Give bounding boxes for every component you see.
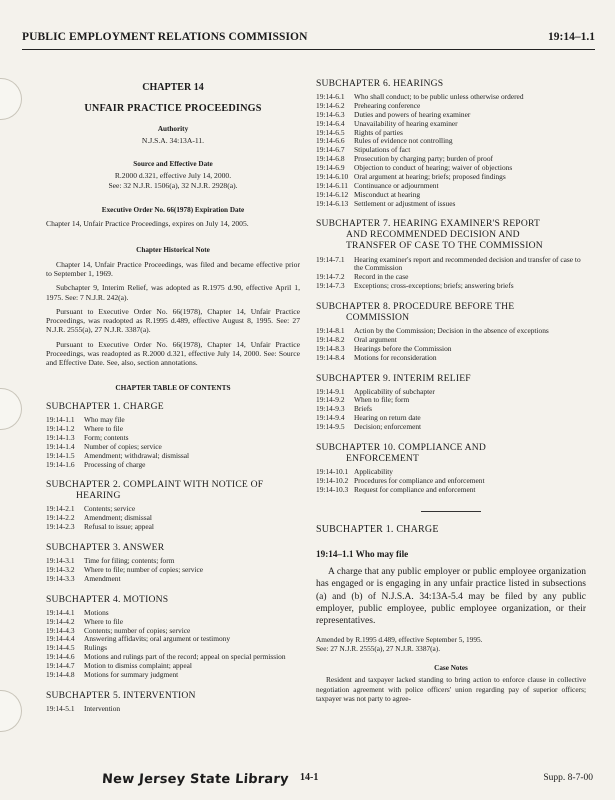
toc-entry-number: 19:14-4.7 [46,661,75,671]
toc-entry-title: Contents; number of copies; service [84,625,191,635]
toc-entry-title: Briefs [354,404,373,414]
toc-entry-number: 19:14-1.1 [46,415,75,425]
toc-entry-title: Intervention [84,703,121,713]
toc-entry-title: Continuance or adjournment [354,180,439,190]
toc-entry-number: 19:14-6.8 [316,154,345,164]
toc-entry-number: 19:14-6.13 [316,198,349,208]
toc-subchapter-6-list [316,93,586,208]
left-column [46,58,300,714]
toc-entry-title: Oral argument [354,334,397,344]
toc-entry-number: 19:14-1.5 [46,450,75,460]
toc-subchapter-8-title [316,301,586,323]
toc-entry-number: 19:14-9.5 [316,422,345,432]
exec-order-text: Chapter 14, Unfair Practice Proceedings, expires on July 14, 2005. [46,218,249,228]
toc-entry-number: 19:14-9.4 [316,413,345,423]
toc-entry-title: Record in the case [354,272,409,282]
toc-subchapter-3-title: SUBCHAPTER 3. ANSWER [46,542,165,554]
toc-entry [46,575,300,584]
toc-entry-title: Decision; enforcement [354,422,422,432]
toc-subchapter-6-title: SUBCHAPTER 6. HEARINGS [316,78,444,89]
toc-entry-title: Objection to conduct of hearing; waiver of objections [354,163,513,173]
case-notes-text: Resident and taxpayer lacked standing to bring action to enforce clause in collective negotiation agreement with police officers' union regarding pay of superior officers; taxpayer was not party to agree- [316,675,586,703]
amendment-note [316,636,586,654]
header-agency: PUBLIC EMPLOYMENT RELATIONS COMMISSION [22,31,308,43]
toc-entry-title: Action by the Commission; Decision in the absence of exceptions [354,326,549,336]
toc-entry-title: Time for filing; contents; form [84,556,175,566]
toc-entry-title: Motions for summary judgment [84,669,179,679]
toc-subchapter-10-title [316,442,586,464]
toc-entry-number: 19:14-4.1 [46,607,75,617]
toc-entry-number: 19:14-4.4 [46,634,75,644]
supplement-date: Supp. 8-7-00 [543,773,593,783]
toc-entry-title: Who shall conduct; to be public unless otherwise ordered [354,92,524,102]
toc-entry-title: Misconduct at hearing [354,189,421,199]
toc-entry-title: Prosecution by charging party; burden of proof [354,154,494,164]
toc-entry-number: 19:14-7.1 [316,254,345,264]
chapter-title: UNFAIR PRACTICE PROCEEDINGS [84,103,262,115]
toc-entry-number: 19:14-5.1 [46,703,75,713]
toc-entry-number: 19:14-6.3 [316,109,345,119]
section-divider [421,511,481,512]
historical-note-p1: Chapter 14, Unfair Practice Proceedings, was filed and became effective prior to September 1, 1969. [46,259,300,278]
toc-entry-title: Amendment [84,573,121,583]
toc-subchapter-10-list [316,468,586,495]
section-body-text: A charge that any public employer or public employee organization has engaged or is engaging in any unfair practice listed in subsections (a) and (b) of N.J.S.A. 34:13A-5.4 may be filed by any public employer, public employee, public employee organization, or their representatives. [316,567,586,627]
page-footer [0,770,615,792]
toc-entry-number: 19:14-7.2 [316,272,345,282]
toc-heading: CHAPTER TABLE OF CONTENTS [115,383,231,393]
toc-entry-number: 19:14-6.12 [316,189,349,199]
toc-entry [316,200,586,209]
toc-entry-number: 19:14-8.4 [316,352,345,362]
toc-entry-title: Refusal to issue; appeal [84,522,154,532]
toc-subchapter-2-title [46,479,300,501]
toc-entry-number: 19:14-1.2 [46,424,75,434]
binder-hole-bottom [0,690,22,732]
toc-entry-title: Answering affidavits; oral argument or testimony [84,634,231,644]
toc-entry [316,256,586,274]
toc-entry-title: Unavailability of hearing examiner [354,118,458,128]
right-column [316,78,586,703]
toc-subchapter-2-title-line1: SUBCHAPTER 2. COMPLAINT WITH NOTICE OF [46,479,264,491]
toc-entry-title: Hearing on return date [354,413,421,423]
toc-subchapter-2-title-line2: HEARING [76,490,121,502]
toc-subchapter-9-list [316,388,586,432]
toc-entry-title: Rulings [84,643,107,653]
amendment-line-1: Amended by R.1995 d.489, effective September 5, 1995. [316,634,483,644]
toc-entry-title: Where to file; number of copies; service [84,565,204,575]
toc-entry-number: 19:14-9.1 [316,386,345,396]
source-line-2: See: 32 N.J.R. 1506(a), 32 N.J.R. 2928(a). [108,180,238,190]
toc-entry-number: 19:14-6.7 [316,145,345,155]
toc-subchapter-8-title-line1: SUBCHAPTER 8. PROCEDURE BEFORE THE [316,301,515,312]
authority-text: N.J.S.A. 34:13A-11. [141,136,205,146]
toc-subchapter-2-list [46,505,300,532]
toc-entry-title: Motions for reconsideration [354,352,437,362]
toc-entry-number: 19:14-1.6 [46,459,75,469]
authority-heading: Authority [157,124,189,133]
toc-entry-title: Motions [84,607,109,617]
toc-entry-number: 19:14-6.11 [316,180,348,190]
case-notes-heading: Case Notes [434,663,468,672]
toc-entry-title: Stipulations of fact [354,145,411,155]
toc-entry-number: 19:14-4.6 [46,652,75,662]
toc-entry-number: 19:14-6.1 [316,92,345,102]
toc-entry-number: 19:14-4.3 [46,625,75,635]
toc-entry [46,705,300,714]
toc-entry-title: Contents; service [84,504,136,514]
toc-entry-title: Amendment; withdrawal; dismissal [84,450,190,460]
toc-entry-number: 19:14-6.4 [316,118,345,128]
toc-subchapter-5-list [46,705,300,714]
toc-entry [316,282,586,291]
toc-entry-number: 19:14-8.1 [316,326,345,336]
historical-note-p2: Subchapter 9, Interim Relief, was adopted as R.1975 d.90, effective April 1, 1975. See: 7 N.J.R. 242(a). [46,283,300,302]
toc-subchapter-10-title-line2: ENFORCEMENT [346,453,420,464]
toc-subchapter-8-list [316,327,586,363]
toc-entry-number: 19:14-6.2 [316,100,345,110]
toc-entry-title: Form; contents [84,432,129,442]
toc-entry-title: Settlement or adjustment of issues [354,198,456,208]
toc-entry-number: 19:14-6.5 [316,127,345,137]
toc-entry-number: 19:14-3.3 [46,573,75,583]
toc-entry-number: 19:14-2.3 [46,522,75,532]
toc-subchapter-10-title-line1: SUBCHAPTER 10. COMPLIANCE AND [316,441,486,453]
amendment-line-2: See: 27 N.J.R. 2555(a), 27 N.J.R. 3387(a). [316,643,441,653]
toc-entry [46,523,300,532]
toc-entry-title: Rights of parties [354,127,403,137]
section-heading: 19:14–1.1 Who may file [316,548,409,559]
toc-subchapter-4-list [46,609,300,680]
toc-entry-title: Oral argument at hearing; briefs; proposed findings [354,171,506,181]
toc-entry [316,486,586,495]
toc-entry-number: 19:14-3.1 [46,556,75,566]
running-header [22,28,595,50]
page-number: 14-1 [300,772,319,783]
toc-entry-title: Amendment; dismissal [84,513,152,523]
toc-subchapter-7-title-line2: AND RECOMMENDED DECISION AND [346,229,520,241]
library-stamp: New Jersey State Library [101,772,290,787]
toc-entry-number: 19:14-2.2 [46,513,75,523]
header-section-number: 19:14–1.1 [548,31,595,43]
toc-subchapter-4-title: SUBCHAPTER 4. MOTIONS [46,593,169,605]
toc-entry-number: 19:14-10.1 [316,467,349,477]
historical-note-p4: Pursuant to Executive Order No. 66(1978), Chapter 14, Unfair Practice Proceedings, was readopted as R.2000 d.321, effective July 14, 2000. See: Source and Effective Date. See, also, section annotations. [46,339,300,367]
toc-subchapter-3-list [46,557,300,584]
toc-entry [316,423,586,432]
toc-subchapter-7-title-line1: SUBCHAPTER 7. HEARING EXAMINER'S REPORT [316,218,541,230]
toc-entry-number: 19:14-1.3 [46,432,75,442]
toc-entry-title: Applicability of subchapter [354,386,435,396]
source-heading: Source and Effective Date [133,159,213,168]
toc-entry-title: Number of copies; service [84,441,162,451]
toc-entry-number: 19:14-9.2 [316,395,345,405]
body-subchapter-title: SUBCHAPTER 1. CHARGE [316,523,439,535]
toc-entry-number: 19:14-7.3 [316,281,345,291]
toc-entry-title: Prehearing conference [354,100,421,110]
toc-entry-title: Motions and rulings part of the record; appeal on special permission [84,652,286,662]
toc-subchapter-1-list [46,416,300,469]
toc-entry-title: Processing of charge [84,459,146,469]
toc-subchapter-7-list [316,256,586,292]
toc-entry-number: 19:14-4.2 [46,616,75,626]
toc-entry-number: 19:14-4.5 [46,643,75,653]
toc-entry [46,671,300,680]
toc-entry-number: 19:14-3.2 [46,565,75,575]
toc-entry-title: Duties and powers of hearing examiner [354,109,471,119]
toc-entry-number: 19:14-6.9 [316,163,345,173]
toc-entry-number: 19:14-6.6 [316,136,345,146]
toc-entry-title: Where to file [84,616,123,626]
toc-subchapter-8-title-line2: COMMISSION [346,312,410,324]
toc-entry-title: Rules of evidence not controlling [354,136,453,146]
toc-entry-number: 19:14-10.3 [316,484,349,494]
toc-entry-number: 19:14-1.4 [46,441,75,451]
toc-entry-number: 19:14-10.2 [316,475,349,485]
toc-entry-title: Exceptions; cross-exceptions; briefs; answering briefs [354,281,514,291]
toc-entry-number: 19:14-6.10 [316,171,349,181]
toc-entry-number: 19:14-8.3 [316,343,345,353]
toc-entry-number: 19:14-4.8 [46,669,75,679]
exec-order-heading: Executive Order No. 66(1978) Expiration Date [101,205,245,214]
toc-entry [316,354,586,363]
toc-entry-title: Who may file [84,415,125,425]
toc-entry-title: Motion to dismiss complaint; appeal [84,661,192,671]
toc-entry-title: Request for compliance and enforcement [354,484,476,494]
source-line-1: R.2000 d.321, effective July 14, 2000. [114,171,232,181]
chapter-number: CHAPTER 14 [142,82,204,93]
toc-entry [46,461,300,470]
toc-entry-number: 19:14-8.2 [316,334,345,344]
binder-hole-top [0,78,22,120]
toc-entry-number: 19:14-2.1 [46,504,75,514]
toc-subchapter-7-title-line3: TRANSFER OF CASE TO THE COMMISSION [346,240,543,252]
historical-note-heading: Chapter Historical Note [136,245,210,254]
toc-subchapter-1-title: SUBCHAPTER 1. CHARGE [46,401,164,413]
toc-entry-title: Hearing examiner's report and recommended decision and transfer of case to the Commission [354,254,581,273]
binder-hole-middle [0,388,22,430]
toc-entry-number: 19:14-9.3 [316,404,345,414]
toc-entry-title: Where to file [84,424,123,434]
toc-entry-title: When to file; form [354,395,410,405]
toc-subchapter-5-title: SUBCHAPTER 5. INTERVENTION [46,689,196,701]
toc-subchapter-7-title [316,218,586,251]
toc-entry-title: Hearings before the Commission [354,343,452,353]
toc-subchapter-9-title: SUBCHAPTER 9. INTERIM RELIEF [316,372,471,384]
historical-note-p3: Pursuant to Executive Order No. 66(1978), Chapter 14, Unfair Practice Proceedings, was readopted as R.1995 d.489, effective August 8, 1995. See: 27 N.J.R. 2555(a), 27 N.J.R. 3387(a). [46,306,300,335]
toc-entry-title: Applicability [354,467,393,477]
toc-entry-title: Procedures for compliance and enforcement [354,475,485,485]
